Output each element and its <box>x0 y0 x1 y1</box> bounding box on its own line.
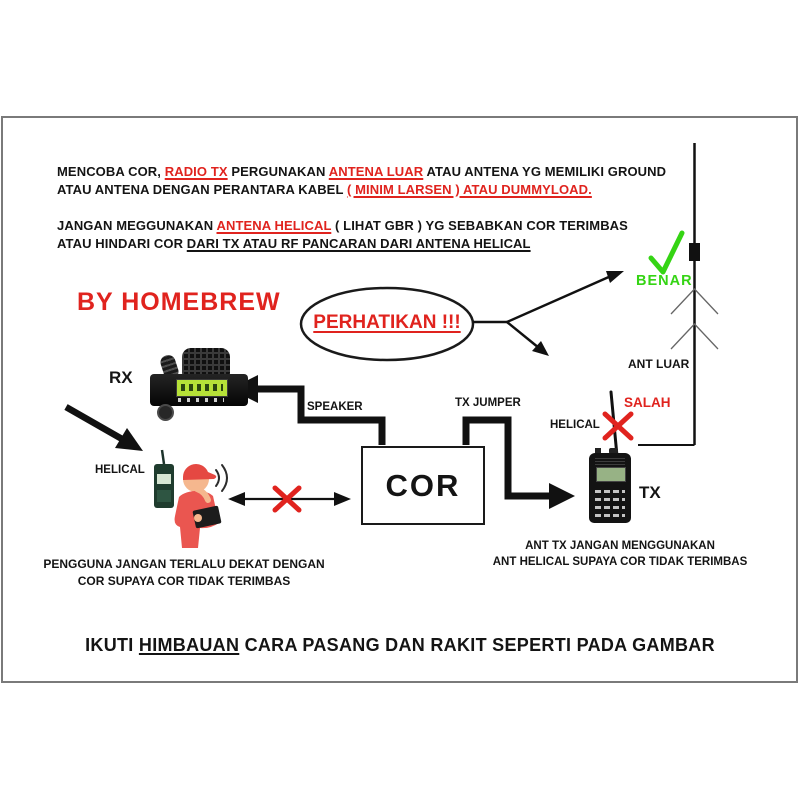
salah-label: SALAH <box>624 395 671 410</box>
footer-title: IKUTI HIMBAUAN CARA PASANG DAN RAKIT SEPERTI PADA GAMBAR <box>85 635 715 655</box>
tx-label: TX <box>639 483 661 502</box>
highlight-antena-helical: ANTENA HELICAL <box>216 218 332 233</box>
helical-pointer-arrow <box>66 407 143 451</box>
highlight-minim-larsen: ( MINIM LARSEN ) ATAU DUMMYLOAD. <box>346 182 592 197</box>
intro-paragraph-2 <box>57 217 628 253</box>
person-caption-line1: PENGGUNA JANGAN TERLALU DEKAT DENGAN <box>43 557 325 571</box>
helical-tx-label: HELICAL <box>550 419 600 431</box>
person-caption <box>38 556 330 590</box>
person-illustration <box>142 448 242 550</box>
rx-lcd-display <box>176 379 228 397</box>
highlight-dari-tx: DARI TX ATAU RF PANCARAN DARI ANTENA HELICAL <box>186 236 531 251</box>
salah-x-icon <box>605 414 631 438</box>
intro-p2-line1: JANGAN MEGGUNAKAN ANTENA HELICAL ( LIHAT GBR ) YG SEBABKAN COR TERIMBAS <box>57 218 628 233</box>
byline-text: BY HOMEBREW <box>77 288 281 316</box>
person-caption-line2: COR SUPAYA COR TIDAK TERIMBAS <box>77 574 291 588</box>
highlight-radio-tx: RADIO TX <box>164 164 228 179</box>
tx-radio-illustration <box>589 453 631 523</box>
intro-p1-line1: MENCOBA COR, RADIO TX PERGUNAKAN ANTENA LUAR ATAU ANTENA YG MEMILIKI GROUND <box>57 164 667 179</box>
ant-tx-caption <box>470 538 770 570</box>
bubble-fork-arrows <box>473 271 624 356</box>
footer-himbauan-underline: HIMBAUAN <box>138 635 240 655</box>
attention-bubble-label: PERHATIKAN !!! <box>313 312 461 333</box>
ant-tx-caption-line1: ANT TX JANGAN MENGGUNAKAN <box>525 540 715 552</box>
ant-tx-caption-line2: ANT HELICAL SUPAYA COR TIDAK TERIMBAS <box>492 556 748 568</box>
sound-waves-icon <box>216 465 227 491</box>
tx-keypad <box>595 485 625 517</box>
intro-p1-line2: ATAU ANTENA DENGAN PERANTARA KABEL ( MINIM LARSEN ) ATAU DUMMYLOAD. <box>57 182 592 197</box>
person-cap <box>183 464 216 480</box>
benar-label: BENAR <box>636 273 693 289</box>
rx-radio-body <box>150 374 248 406</box>
highlight-antena-luar: ANTENA LUAR <box>328 164 424 179</box>
speaker-label: SPEAKER <box>307 401 363 413</box>
tx-radio-body <box>589 453 631 523</box>
cor-box-label: COR <box>385 467 461 503</box>
tx-jumper-label: TX JUMPER <box>455 397 521 409</box>
intro-paragraph-1 <box>57 163 666 199</box>
handheld-radio-icon <box>154 450 174 508</box>
person-hand <box>194 514 202 522</box>
cor-box <box>361 446 485 525</box>
rx-radio-illustration <box>146 348 252 410</box>
rx-buttons <box>178 398 224 402</box>
tx-speaker-grille <box>595 457 625 465</box>
tx-lcd-display <box>596 467 626 482</box>
helical-person-label: HELICAL <box>95 464 145 476</box>
rx-volume-knob <box>157 404 174 421</box>
ant-luar-label: ANT LUAR <box>628 357 690 371</box>
rx-label: RX <box>109 368 133 387</box>
intro-p2-line2: ATAU HINDARI COR DARI TX ATAU RF PANCARAN DARI ANTENA HELICAL <box>57 236 531 251</box>
check-icon <box>651 233 682 272</box>
